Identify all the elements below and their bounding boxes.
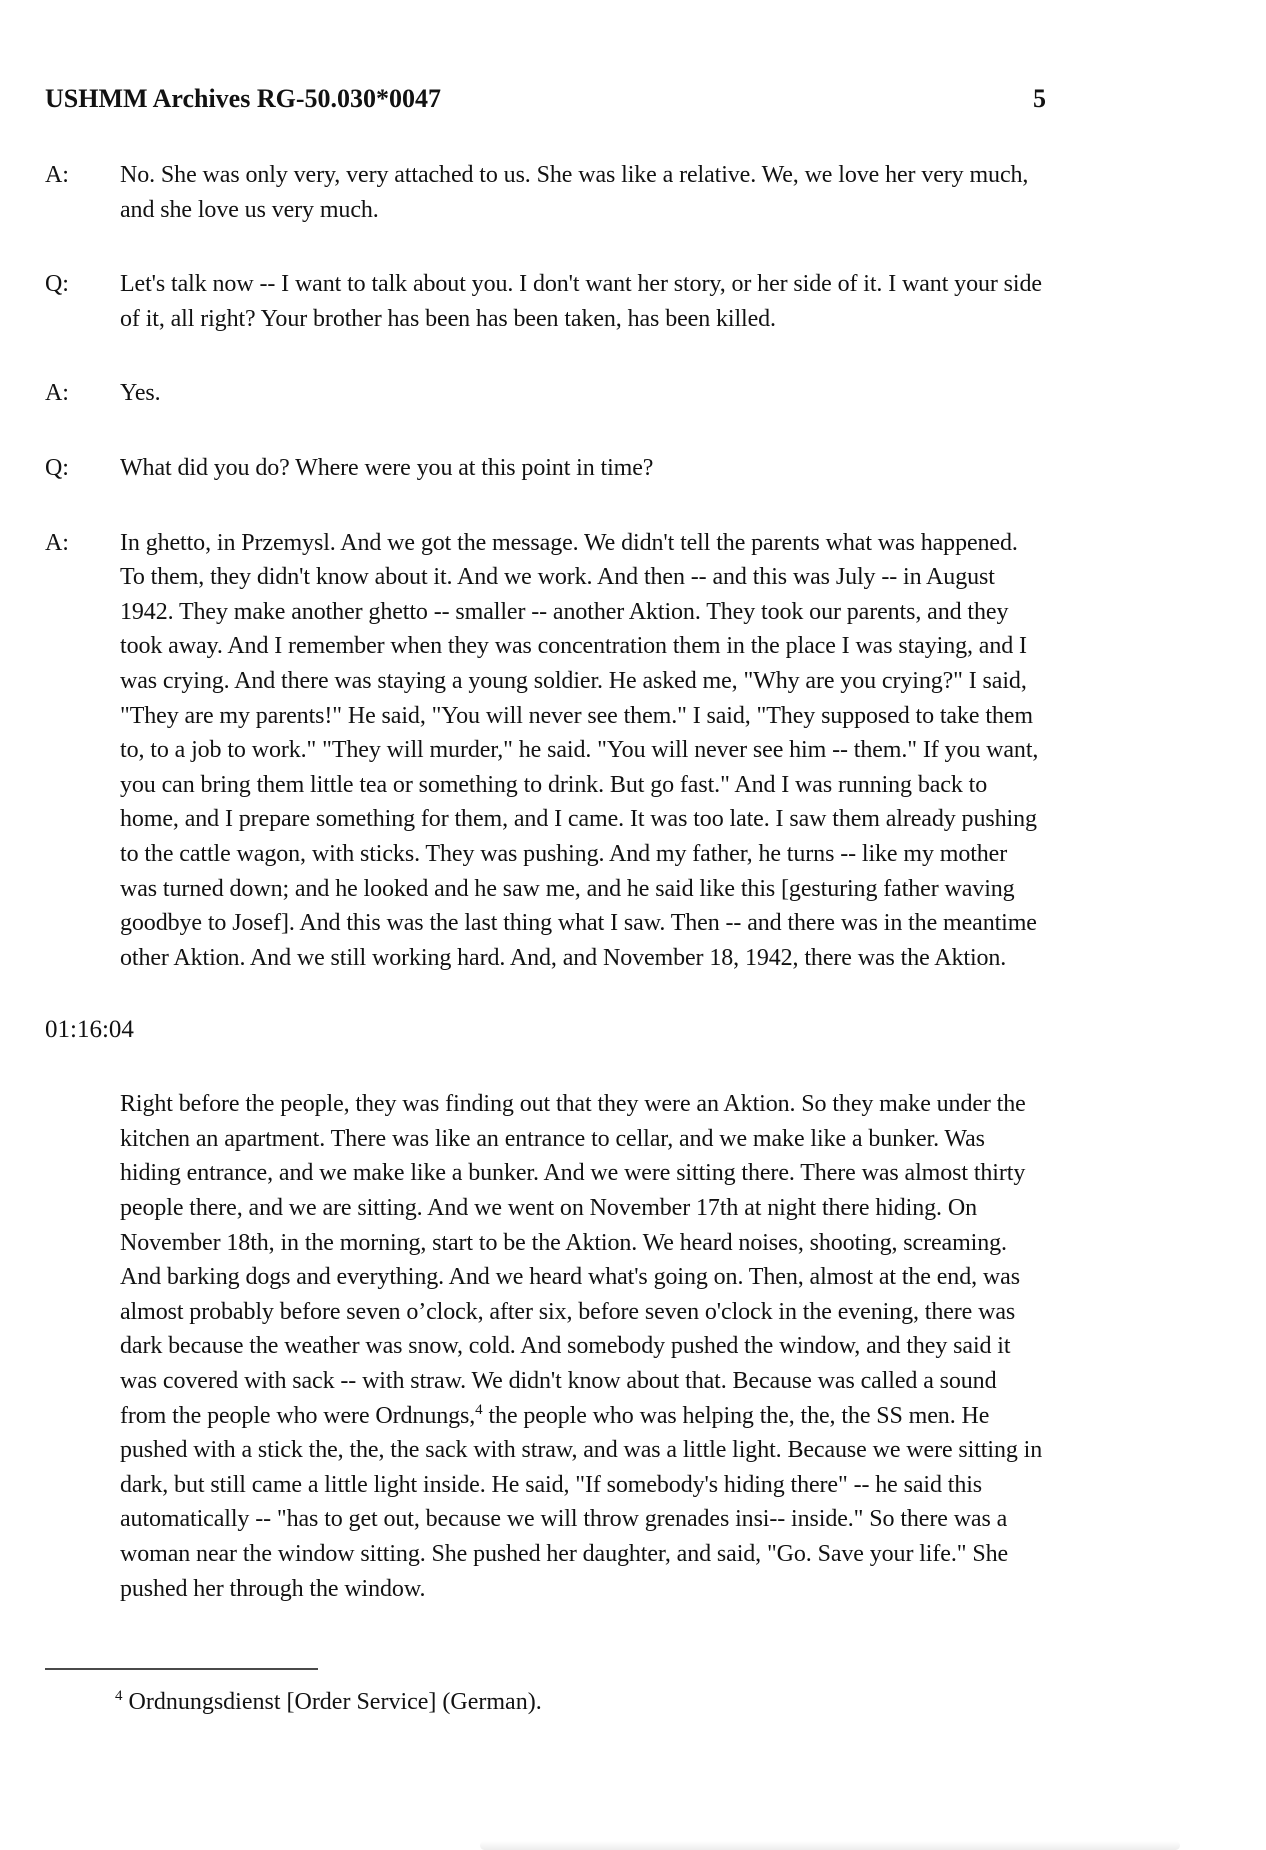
continuation-text-before-ref: Right before the people, they was finding out that they were an Aktion. So they make under the kitchen an apartment. There was like an entrance to cellar, and we make like a bunker. Was hiding entrance, and we make like a bunker. And we were sitting there. There was almost thirty people there, and we are sitting. And we went on November 17th at night there hiding. On November 18th, in the morning, start to be the Aktion. We heard noises, shooting, screaming. And barking dogs and everything. And we heard what's going on. Then, almost at the end, was almost probably before seven o’clock, after six, before seven o'clock in the evening, there was dark because the weather was snow, cold. And somebody pushed the window, and they said it was covered with sack -- with straw. We didn't know about that. Because was called a sound from the people who were Ordnungs,: [120, 1091, 1026, 1429]
dialogue-text: No. She was only very, very attached to us. She was like a relative. We, we love her very much, and she love us very much.: [120, 162, 1029, 223]
continuation-text-after-ref: the people who was helping the, the, the SS men. He pushed with a stick the, the, the sack with straw, and was a little light. Because we were sitting in dark, but still came a little light inside. He said, "If somebody's hiding there" -- he said this automatically -- "has to get out, because we will throw grenades insi-- inside." So there was a woman near the window sitting. She pushed her daughter, and said, "Go. Save your life." She pushed her through the window.: [120, 1402, 1043, 1602]
speaker-label: Q:: [45, 454, 69, 481]
speaker-label: Q:: [45, 271, 69, 298]
speaker-label: A:: [45, 162, 69, 188]
dialogue-entry: [45, 376, 1046, 411]
footnote-reference: 4: [475, 1401, 483, 1418]
document-title: USHMM Archives RG-50.030*0047: [45, 84, 441, 113]
dialogue-text: What did you do? Where were you at this point in time?: [120, 454, 654, 481]
page-number: 5: [1033, 84, 1046, 113]
dialogue-entry: [45, 267, 1046, 336]
dialogue-text: In ghetto, in Przemysl. And we got the message. We didn't tell the parents what was happened. To them, they didn't know about it. And we work. And then -- and this was July -- in August 1942. They make another ghetto -- smaller -- another Aktion. They took our parents, and they took away. And I remember when they was concentration them in the place I was staying, and I was crying. And there was staying a young soldier. He asked me, "Why are you crying?" I said, "They are my parents!" He said, "You will never see them." I said, "They supposed to take them to, to a job to work." "They will murder," he said. "You will never see him -- them." If you want, you can bring them little tea or something to drink. But go fast." And I was running back to home, and I prepare something for them, and I came. It was too late. I saw them already pushing to the cattle wagon, with sticks. They was pushing. And my father, he turns -- like my mother was turned down; and he looked and he saw me, and he said like this [gesturing father waving goodbye to Josef]. And this was the last thing what I saw. Then -- and there was in the meantime other Aktion. And we still working hard. And, and November 18, 1942, there was the Aktion.: [120, 529, 1039, 971]
dialogue-text: Yes.: [120, 380, 161, 407]
dialogue-entry: [45, 451, 1046, 486]
footnote-divider: [45, 1668, 318, 1670]
dialogue-entry: [45, 526, 1046, 976]
footnote-body: Ordnungsdienst [Order Service] (German).: [128, 1689, 542, 1715]
dialogue-text: Let's talk now -- I want to talk about you. I don't want her story, or her side of it. I want your side of it, all right? Your brother has been has been taken, has been killed.: [120, 271, 1042, 332]
timecode: 01:16:04: [45, 1016, 134, 1044]
dialogue-entry: [45, 158, 1046, 227]
bottom-edge-shadow: [480, 1841, 1180, 1850]
speaker-label: A:: [45, 380, 69, 407]
footnote-text: [45, 1686, 542, 1718]
continuation-paragraph: [120, 1087, 1046, 1606]
footnote-number: 4: [115, 1688, 123, 1704]
speaker-label: A:: [45, 529, 69, 556]
page-header: [45, 84, 1046, 114]
footnote: [45, 1668, 542, 1718]
